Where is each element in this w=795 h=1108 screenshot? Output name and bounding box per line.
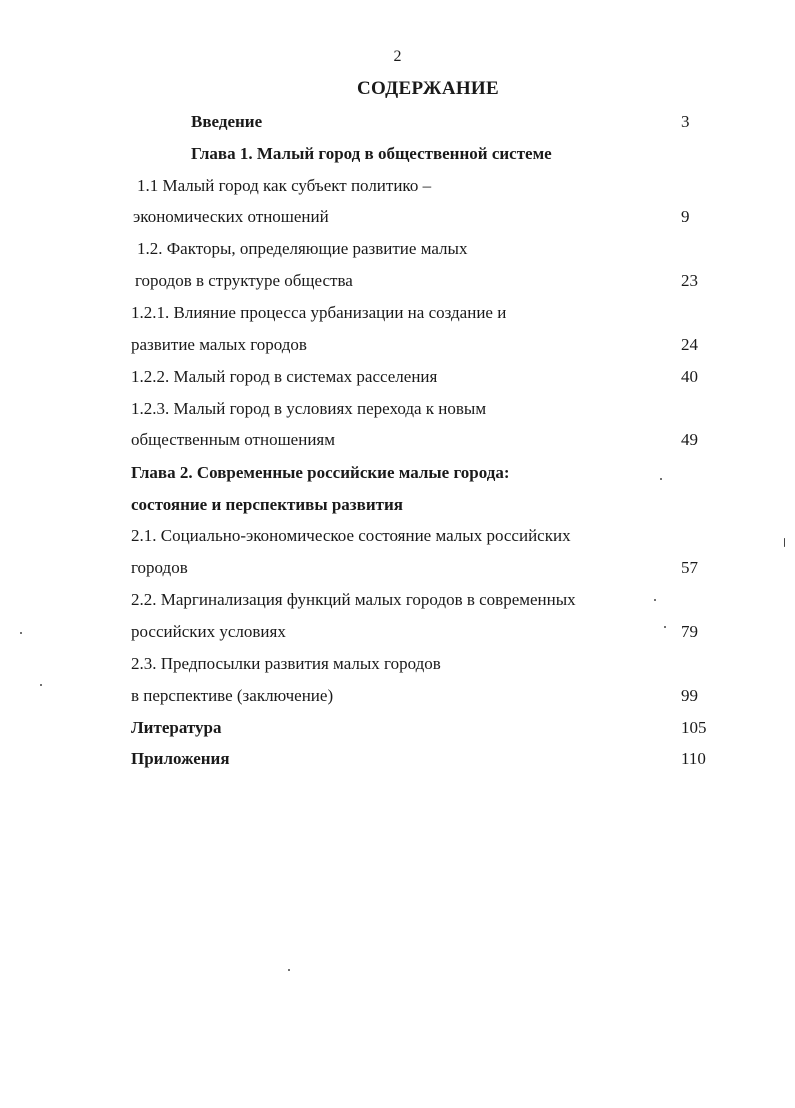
toc-entry-1-1: 1.1 Малый город как субъект политико – (137, 176, 432, 195)
toc-page-1-1: 9 (681, 207, 690, 226)
toc-entry-references: Литература (131, 718, 222, 737)
toc-entry-1-2-3: 1.2.3. Малый город в условиях перехода к новым (131, 399, 487, 418)
toc-page-1-2-1: 24 (681, 335, 698, 354)
toc-entry-1-2-cont: городов в структуре общества (135, 271, 353, 290)
page-title: СОДЕРЖАНИЕ (357, 78, 499, 99)
scan-speck (40, 684, 42, 686)
toc-entry-2-2-cont: российских условиях (131, 622, 286, 641)
toc-entry-2-3-cont: в перспективе (заключение) (131, 686, 334, 705)
toc-entry-2-3: 2.3. Предпосылки развития малых городов (131, 654, 441, 673)
toc-entry-1-2-3-cont: общественным отношениям (131, 430, 335, 449)
scan-speck (654, 599, 656, 601)
toc-entry-2-1: 2.1. Социально-экономическое состояние малых российских (131, 526, 571, 545)
toc-page-1-2-2: 40 (681, 367, 698, 386)
scan-speck (664, 626, 666, 628)
toc-page-2-1: 57 (681, 558, 698, 577)
scan-speck (288, 969, 290, 971)
scan-speck (20, 632, 22, 634)
toc-entry-1-2-1-cont: развитие малых городов (131, 335, 307, 354)
toc-page-2-2: 79 (681, 622, 698, 641)
toc-page-appendices: 110 (681, 749, 706, 768)
toc-chapter-1: Глава 1. Малый город в общественной системе (191, 144, 552, 163)
toc-page-introduction: 3 (681, 112, 690, 131)
scan-speck (784, 538, 785, 547)
toc-entry-1-2-2: 1.2.2. Малый город в системах расселения (131, 367, 438, 386)
toc-entry-introduction: Введение (191, 112, 263, 131)
toc-page-2-3: 99 (681, 686, 698, 705)
toc-entry-2-1-cont: городов (131, 558, 188, 577)
toc-page-references: 105 (681, 718, 707, 737)
page-number: 2 (393, 48, 402, 65)
toc-entry-1-2-1: 1.2.1. Влияние процесса урбанизации на создание и (131, 303, 507, 322)
toc-entry-1-1-cont: экономических отношений (133, 207, 329, 226)
toc-entry-2-2: 2.2. Маргинализация функций малых городов в современных (131, 590, 576, 609)
toc-entry-appendices: Приложения (131, 749, 230, 768)
scan-speck (660, 478, 662, 480)
toc-entry-1-2: 1.2. Факторы, определяющие развитие малых (137, 239, 468, 258)
toc-page-1-2: 23 (681, 271, 698, 290)
toc-chapter-2: Глава 2. Современные российские малые города: (131, 463, 510, 482)
toc-chapter-2-cont: состояние и перспективы развития (131, 495, 403, 514)
toc-page-1-2-3: 49 (681, 430, 698, 449)
